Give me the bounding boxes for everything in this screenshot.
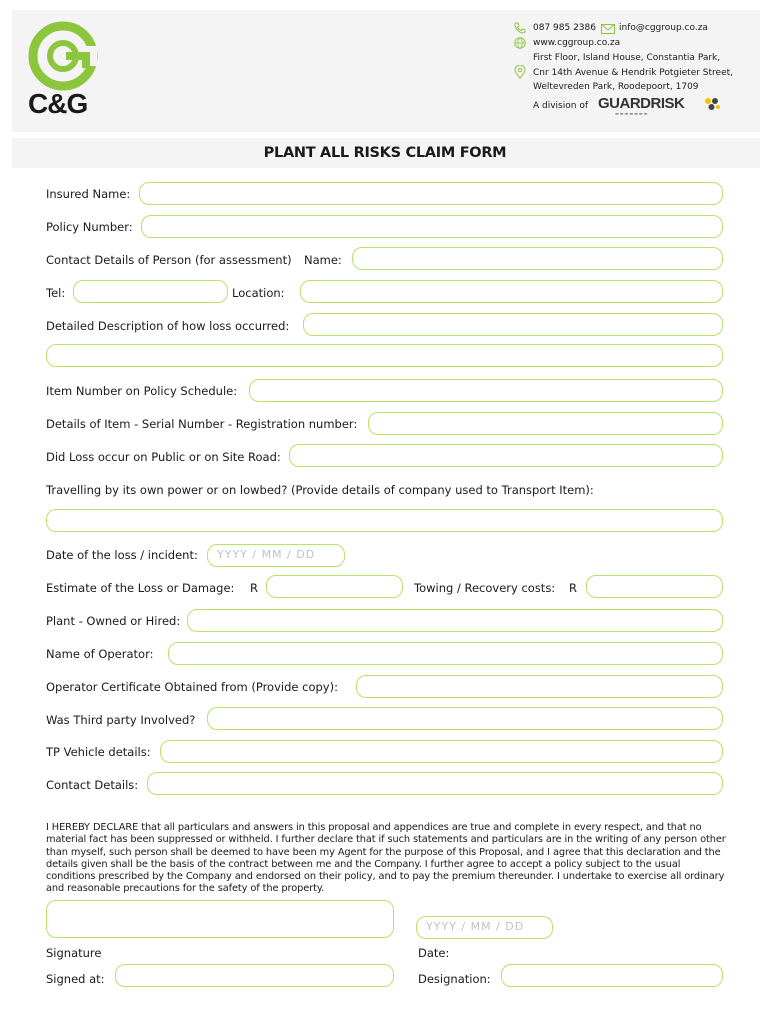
tel-label: Tel: (46, 286, 66, 300)
signature-label: Signature (46, 946, 102, 960)
description-label: Detailed Description of how loss occurred: (46, 319, 290, 333)
road-label: Did Loss occur on Public or on Site Road: (46, 450, 281, 464)
operator-name-field[interactable] (168, 642, 723, 665)
third-party-field[interactable] (207, 707, 723, 730)
address-line-2: Cnr 14th Avenue & Hendrik Potgieter Street, (533, 68, 733, 78)
guardrisk-logo: GUARDRISK (598, 95, 685, 112)
logo-text: C&G (28, 88, 88, 119)
designation-label: Designation: (418, 972, 491, 986)
mail-icon (601, 24, 615, 34)
policy-number-field[interactable] (141, 215, 723, 238)
item-number-label: Item Number on Policy Schedule: (46, 384, 238, 398)
operator-name-label: Name of Operator: (46, 647, 154, 661)
division-label: A division of (533, 101, 588, 111)
description-field-1[interactable] (303, 313, 723, 336)
operator-cert-label: Operator Certificate Obtained from (Provide copy): (46, 680, 338, 694)
tp-vehicle-label: TP Vehicle details: (46, 745, 151, 759)
towing-currency: R (569, 581, 577, 595)
guardrisk-dots-icon (704, 97, 720, 111)
tel-field[interactable] (73, 280, 228, 303)
travelling-label: Travelling by its own power or on lowbed? (Provide details of company used to Transport Item): (46, 483, 594, 497)
signed-at-label: Signed at: (46, 972, 105, 986)
contact-name-label: Name: (304, 253, 342, 267)
phone-icon (514, 22, 526, 34)
insured-name-field[interactable] (139, 182, 723, 205)
estimate-currency: R (250, 581, 258, 595)
contact-name-field[interactable] (352, 247, 723, 270)
estimate-label: Estimate of the Loss or Damage: (46, 581, 235, 595)
declaration-date-label: Date: (418, 946, 450, 960)
operator-cert-field[interactable] (356, 675, 723, 698)
signature-field[interactable] (46, 900, 394, 938)
towing-label: Towing / Recovery costs: (414, 581, 556, 595)
policy-number-label: Policy Number: (46, 220, 133, 234)
third-party-label: Was Third party Involved? (46, 713, 196, 727)
contact-details-person-label: Contact Details of Person (for assessment) (46, 253, 292, 267)
plant-field[interactable] (187, 609, 723, 632)
description-field-2[interactable] (46, 344, 723, 367)
item-details-field[interactable] (368, 412, 723, 435)
location-field[interactable] (300, 280, 723, 303)
contact-details-label: Contact Details: (46, 778, 139, 792)
location-pin-icon (514, 65, 526, 79)
cg-logo-mark-icon (26, 20, 106, 92)
email-text: info@cggroup.co.za (619, 23, 708, 33)
estimate-field[interactable] (266, 575, 403, 598)
date-loss-field[interactable] (207, 544, 345, 567)
item-details-label: Details of Item - Serial Number - Registration number: (46, 417, 358, 431)
date-loss-label: Date of the loss / incident: (46, 548, 198, 562)
tp-vehicle-field[interactable] (160, 740, 723, 763)
form-title: PLANT ALL RISKS CLAIM FORM (263, 145, 507, 161)
road-field[interactable] (289, 444, 723, 467)
designation-field[interactable] (501, 964, 723, 987)
towing-field[interactable] (586, 575, 723, 598)
phone-text: 087 985 2386 (533, 23, 596, 33)
website-text: www.cggroup.co.za (533, 38, 621, 48)
item-number-field[interactable] (249, 379, 723, 402)
plant-label: Plant - Owned or Hired: (46, 614, 181, 628)
guardrisk-subtext-mark: ▬▬▬▬▬▬▬ (615, 111, 649, 116)
date-loss-placeholder: YYYY / MM / DD (217, 548, 316, 561)
location-label: Location: (232, 286, 285, 300)
insured-name-label: Insured Name: (46, 187, 131, 201)
signed-at-field[interactable] (115, 964, 394, 987)
declaration-date-placeholder: YYYY / MM / DD (426, 920, 525, 933)
address-line-3: Weltevreden Park, Roodepoort, 1709 (533, 82, 699, 92)
declaration-date-field[interactable] (416, 916, 553, 939)
address-line-1: First Floor, Island House, Constantia Park, (533, 53, 721, 63)
contact-details-field[interactable] (147, 772, 723, 795)
declaration-text: I HEREBY DECLARE that all particulars and answers in this proposal and appendices are true and complete in every respect, and that no material fact has been suppressed or withheld. I further declare that if such statements and particulars are in the writing of any person other than myself, such person shall be deemed to have been my Agent for the purpose of this Proposal, and I agree that this declaration and the details given shall be the basis of the contract between me and the Company. I further agree to accept a policy subject to the usual conditions prescribed by the Company and endorsed on their policy, and to pay the premium thereunder. I undertake to exercise all ordinary and reasonable precautions for the safety of the property. (46, 822, 726, 895)
globe-icon (514, 37, 526, 49)
travelling-field[interactable] (46, 509, 723, 532)
